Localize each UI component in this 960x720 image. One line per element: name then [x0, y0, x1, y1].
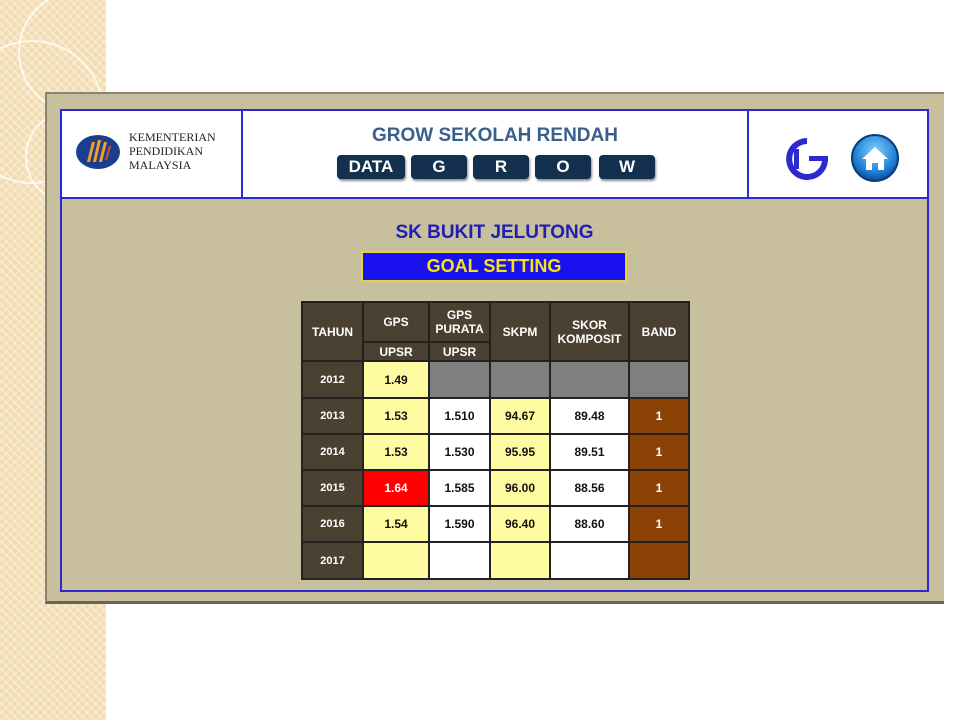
- cell-skpm[interactable]: 96.00: [490, 470, 550, 506]
- header-tahun: TAHUN: [302, 302, 363, 361]
- cell-band: [629, 361, 689, 398]
- cell-skor-komposit: [550, 542, 629, 579]
- cell-skor-komposit: 88.60: [550, 506, 629, 542]
- cell-year: 2012: [302, 361, 363, 398]
- ministry-name-line: MALAYSIA: [129, 158, 192, 172]
- header-gps: GPS: [363, 302, 429, 342]
- cell-skpm: [490, 361, 550, 398]
- nav-button-o[interactable]: O: [535, 155, 591, 179]
- cell-gps[interactable]: 1.53: [363, 434, 429, 470]
- subheader-purata-upsr: UPSR: [429, 342, 490, 361]
- cell-gps-purata: [429, 361, 490, 398]
- ministry-logo: [62, 111, 243, 197]
- cell-skor-komposit: [550, 361, 629, 398]
- header-icons: [747, 111, 929, 197]
- cell-band: 1: [629, 434, 689, 470]
- ministry-name: [129, 130, 216, 172]
- table-row: [302, 506, 689, 542]
- g-logo-icon: [783, 135, 831, 183]
- home-icon[interactable]: [850, 133, 900, 183]
- cell-skor-komposit: 88.56: [550, 470, 629, 506]
- header-gps-purata: GPS PURATA: [429, 302, 490, 342]
- cell-gps-purata: 1.530: [429, 434, 490, 470]
- table-row: [302, 542, 689, 579]
- cell-year: 2013: [302, 398, 363, 434]
- cell-skor-komposit: 89.48: [550, 398, 629, 434]
- kpm-emblem-icon: [75, 134, 121, 170]
- table-row: [302, 361, 689, 398]
- header-band: BAND: [629, 302, 689, 361]
- cell-skpm[interactable]: 96.40: [490, 506, 550, 542]
- app-title: GROW SEKOLAH RENDAH: [372, 125, 618, 146]
- cell-skpm[interactable]: [490, 542, 550, 579]
- cell-gps[interactable]: 1.53: [363, 398, 429, 434]
- cell-gps-purata: 1.590: [429, 506, 490, 542]
- goal-table: [301, 301, 690, 580]
- school-name: SK BUKIT JELUTONG: [395, 222, 594, 243]
- nav-button-g[interactable]: G: [411, 155, 467, 179]
- table-row: [302, 398, 689, 434]
- goal-setting-banner: GOAL SETTING: [361, 251, 627, 282]
- cell-band: 1: [629, 398, 689, 434]
- cell-gps[interactable]: 1.54: [363, 506, 429, 542]
- app-panel: [60, 109, 929, 592]
- table-row: [302, 470, 689, 506]
- header-skpm: SKPM: [490, 302, 550, 361]
- cell-gps[interactable]: [363, 542, 429, 579]
- cell-gps-highlight[interactable]: 1.64: [363, 470, 429, 506]
- cell-year: 2016: [302, 506, 363, 542]
- header: [62, 111, 927, 199]
- cell-skpm[interactable]: 95.95: [490, 434, 550, 470]
- ministry-name-line: KEMENTERIAN: [129, 130, 216, 144]
- nav-button-data[interactable]: DATA: [337, 155, 405, 179]
- table-row: [302, 434, 689, 470]
- cell-gps-purata: [429, 542, 490, 579]
- cell-band: 1: [629, 470, 689, 506]
- ministry-name-line: PENDIDIKAN: [129, 144, 203, 158]
- cell-year: 2014: [302, 434, 363, 470]
- header-skor-komposit: SKOR KOMPOSIT: [550, 302, 629, 361]
- nav-button-r[interactable]: R: [473, 155, 529, 179]
- cell-band: [629, 542, 689, 579]
- nav-bar: [337, 155, 657, 181]
- subheader-gps-upsr: UPSR: [363, 342, 429, 361]
- cell-gps-purata: 1.510: [429, 398, 490, 434]
- cell-skpm[interactable]: 94.67: [490, 398, 550, 434]
- cell-gps-purata: 1.585: [429, 470, 490, 506]
- app-frame: [45, 92, 944, 604]
- cell-gps[interactable]: 1.49: [363, 361, 429, 398]
- cell-year: 2017: [302, 542, 363, 579]
- cell-year: 2015: [302, 470, 363, 506]
- cell-band: 1: [629, 506, 689, 542]
- nav-button-w[interactable]: W: [599, 155, 655, 179]
- cell-skor-komposit: 89.51: [550, 434, 629, 470]
